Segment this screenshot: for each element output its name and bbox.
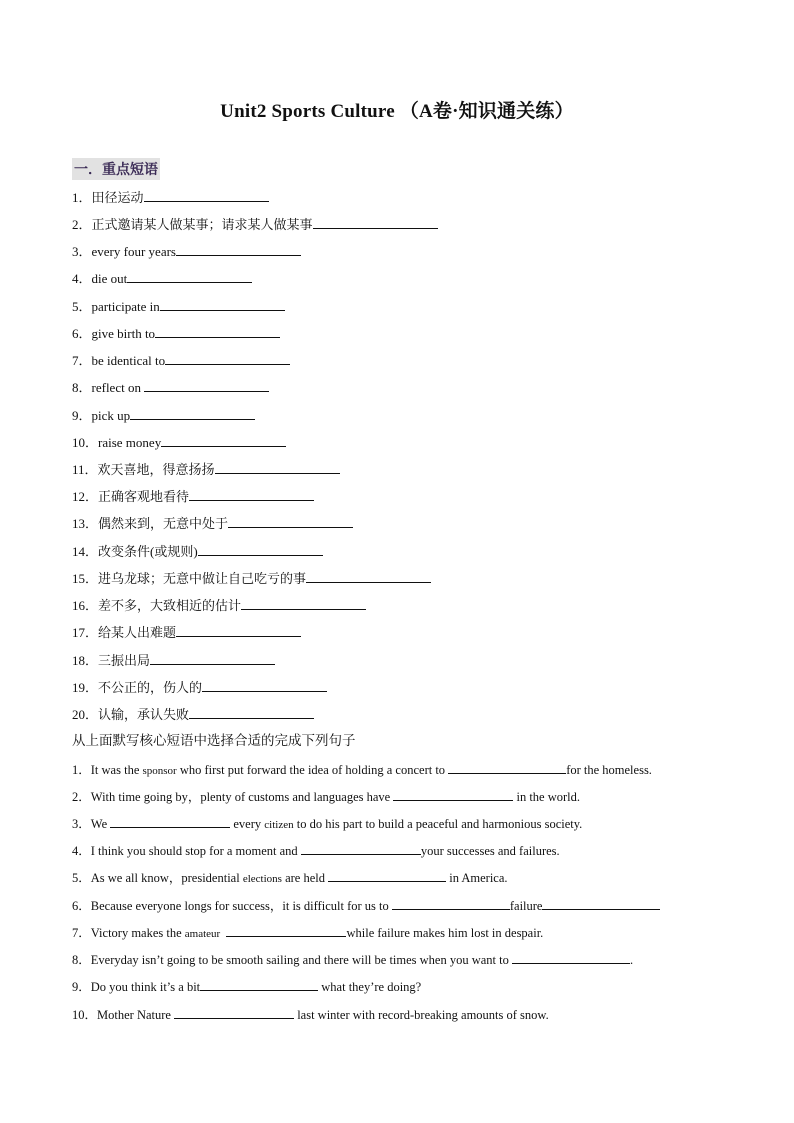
list-item [72, 596, 366, 615]
list-item [72, 569, 431, 588]
sentence-item [72, 868, 508, 888]
exercise-instructions: 从上面默写核心短语中选择合适的完成下列句子 [72, 733, 356, 748]
item-number: 20． [72, 707, 99, 722]
sentence-text: in the world. [513, 790, 581, 804]
sentence-item [72, 841, 560, 860]
list-item [72, 514, 353, 533]
sentence-text: Do you think it’s a bit [90, 980, 201, 994]
item-number: 2． [72, 217, 92, 232]
list-item [72, 460, 340, 479]
item-text: 差不多，大致相近的估计 [98, 598, 242, 613]
item-text: 田径运动 [91, 190, 144, 205]
sentence-text: while failure makes him lost in despair. [346, 926, 544, 940]
answer-blank[interactable] [313, 215, 438, 229]
page-title: Unit2 Sports Culture （A卷·知识通关练） [220, 101, 574, 122]
list-item [72, 297, 285, 316]
item-text: 认输，承认失败 [98, 707, 190, 722]
sentence-text: to do his part to build a peaceful and harmonious society. [293, 817, 583, 831]
item-number: 9． [72, 408, 92, 423]
item-text: give birth to [91, 326, 156, 341]
answer-blank[interactable] [161, 433, 286, 447]
item-number: 16． [72, 598, 99, 613]
sentence-text: failure [509, 899, 543, 913]
answer-blank[interactable] [144, 188, 269, 202]
list-item [72, 324, 280, 343]
answer-blank[interactable] [176, 623, 301, 637]
item-number: 6． [72, 899, 91, 913]
item-text: pick up [91, 408, 131, 423]
answer-blank[interactable] [155, 324, 280, 338]
sentence-text: last winter with record-breaking amounts of snow. [294, 1008, 549, 1022]
sentence-item [72, 923, 543, 943]
answer-blank[interactable] [328, 868, 446, 882]
answer-blank[interactable] [127, 269, 252, 283]
answer-blank[interactable] [130, 406, 255, 420]
sentence-text: As we all know，presidential [90, 871, 243, 885]
item-number: 13． [72, 516, 99, 531]
sentence-text: We [90, 817, 111, 831]
item-number: 15． [72, 571, 99, 586]
sentence-text: . [630, 953, 634, 967]
sentence-text: are held [281, 871, 329, 885]
answer-blank[interactable] [215, 460, 340, 474]
item-text: reflect on [91, 380, 145, 395]
item-text: be identical to [91, 353, 166, 368]
sentence-text: I think you should stop for a moment and [90, 844, 301, 858]
item-number: 4． [72, 844, 91, 858]
item-text: participate in [91, 299, 160, 314]
list-item [72, 188, 269, 207]
answer-blank[interactable] [392, 896, 510, 910]
answer-blank[interactable] [226, 923, 346, 937]
answer-blank[interactable] [542, 896, 660, 910]
list-item [72, 406, 255, 425]
sentence-item [72, 787, 580, 806]
answer-blank[interactable] [202, 678, 327, 692]
sentence-text: Everyday isn’t going to be smooth sailing and there will be times when you want to [90, 953, 512, 967]
list-item [72, 378, 269, 397]
sentence-word: amateur [184, 928, 221, 940]
list-item [72, 487, 314, 506]
answer-blank[interactable] [448, 760, 566, 774]
sentence-word: elections [242, 873, 282, 885]
list-item [72, 623, 301, 642]
answer-blank[interactable] [110, 814, 230, 828]
sentence-item [72, 760, 652, 780]
answer-blank[interactable] [301, 841, 421, 855]
item-text: die out [91, 271, 128, 286]
answer-blank[interactable] [165, 351, 290, 365]
list-item [72, 705, 314, 724]
answer-blank[interactable] [512, 950, 630, 964]
list-item [72, 433, 286, 452]
item-number: 14． [72, 544, 99, 559]
item-text: 不公正的，伤人的 [98, 680, 203, 695]
answer-blank[interactable] [174, 1005, 294, 1019]
list-item [72, 242, 301, 261]
item-text: 改变条件(或规则) [98, 544, 198, 559]
answer-blank[interactable] [393, 787, 513, 801]
item-text: 正式邀请某人做某事；请求某人做某事 [91, 217, 313, 232]
item-number: 3． [72, 817, 91, 831]
item-text: 三振出局 [98, 653, 151, 668]
item-number: 17． [72, 625, 99, 640]
item-number: 7． [72, 353, 92, 368]
item-text: every four years [91, 244, 176, 259]
item-number: 2． [72, 790, 91, 804]
list-item [72, 542, 323, 561]
answer-blank[interactable] [160, 297, 285, 311]
item-text: 给某人出难题 [98, 625, 177, 640]
list-item [72, 269, 252, 288]
item-number: 11． [72, 462, 98, 477]
answer-blank[interactable] [200, 977, 318, 991]
answer-blank[interactable] [144, 378, 269, 392]
item-number: 1． [72, 763, 91, 777]
answer-blank[interactable] [198, 542, 323, 556]
sentence-text: With time going by，plenty of customs and languages have [90, 790, 394, 804]
sentence-text: Mother Nature [97, 1008, 175, 1022]
item-number: 8． [72, 953, 91, 967]
item-number: 10． [72, 435, 99, 450]
sentence-text: in America. [446, 871, 508, 885]
item-number: 5． [72, 871, 91, 885]
item-number: 4． [72, 271, 92, 286]
item-number: 8． [72, 380, 92, 395]
sentence-item [72, 814, 582, 834]
sentence-text: Because everyone longs for success，it is difficult for us to [90, 899, 392, 913]
answer-blank[interactable] [241, 596, 366, 610]
sentence-text: your successes and failures. [420, 844, 560, 858]
answer-blank[interactable] [306, 569, 431, 583]
item-text: 偶然来到，无意中处于 [98, 516, 229, 531]
sentence-text: It was the [90, 763, 143, 777]
item-number: 1． [72, 190, 92, 205]
item-number: 5． [72, 299, 92, 314]
sentence-text: Victory makes the [90, 926, 185, 940]
sentence-text: every [230, 817, 265, 831]
item-number: 12． [72, 489, 99, 504]
item-text: 欢天喜地，得意扬扬 [97, 462, 215, 477]
list-item [72, 651, 275, 670]
sentence-text: who first put forward the idea of holding a concert to [176, 763, 449, 777]
item-number: 6． [72, 326, 92, 341]
item-number: 9． [72, 980, 91, 994]
list-item [72, 215, 438, 234]
sentence-word: citizen [264, 819, 294, 831]
list-item [72, 678, 327, 697]
list-item [72, 351, 290, 370]
sentence-item [72, 950, 633, 969]
sentence-item [72, 1005, 549, 1024]
answer-blank[interactable] [228, 514, 353, 528]
sentence-item [72, 977, 421, 996]
item-number: 10． [72, 1008, 98, 1022]
item-number: 3． [72, 244, 92, 259]
item-text: 进乌龙球；无意中做让自己吃亏的事 [98, 571, 307, 586]
sentence-word: sponsor [142, 765, 177, 777]
sentence-text: for the homeless. [566, 763, 652, 777]
answer-blank[interactable] [189, 487, 314, 501]
sentence-text: what they’re doing? [318, 980, 422, 994]
section-heading: 一．重点短语 [72, 158, 160, 180]
item-number: 7． [72, 926, 91, 940]
answer-blank[interactable] [176, 242, 301, 256]
item-number: 19． [72, 680, 99, 695]
item-text: raise money [98, 435, 162, 450]
sentence-item [72, 896, 660, 915]
answer-blank[interactable] [189, 705, 314, 719]
item-number: 18． [72, 653, 99, 668]
answer-blank[interactable] [150, 651, 275, 665]
item-text: 正确客观地看待 [98, 489, 190, 504]
